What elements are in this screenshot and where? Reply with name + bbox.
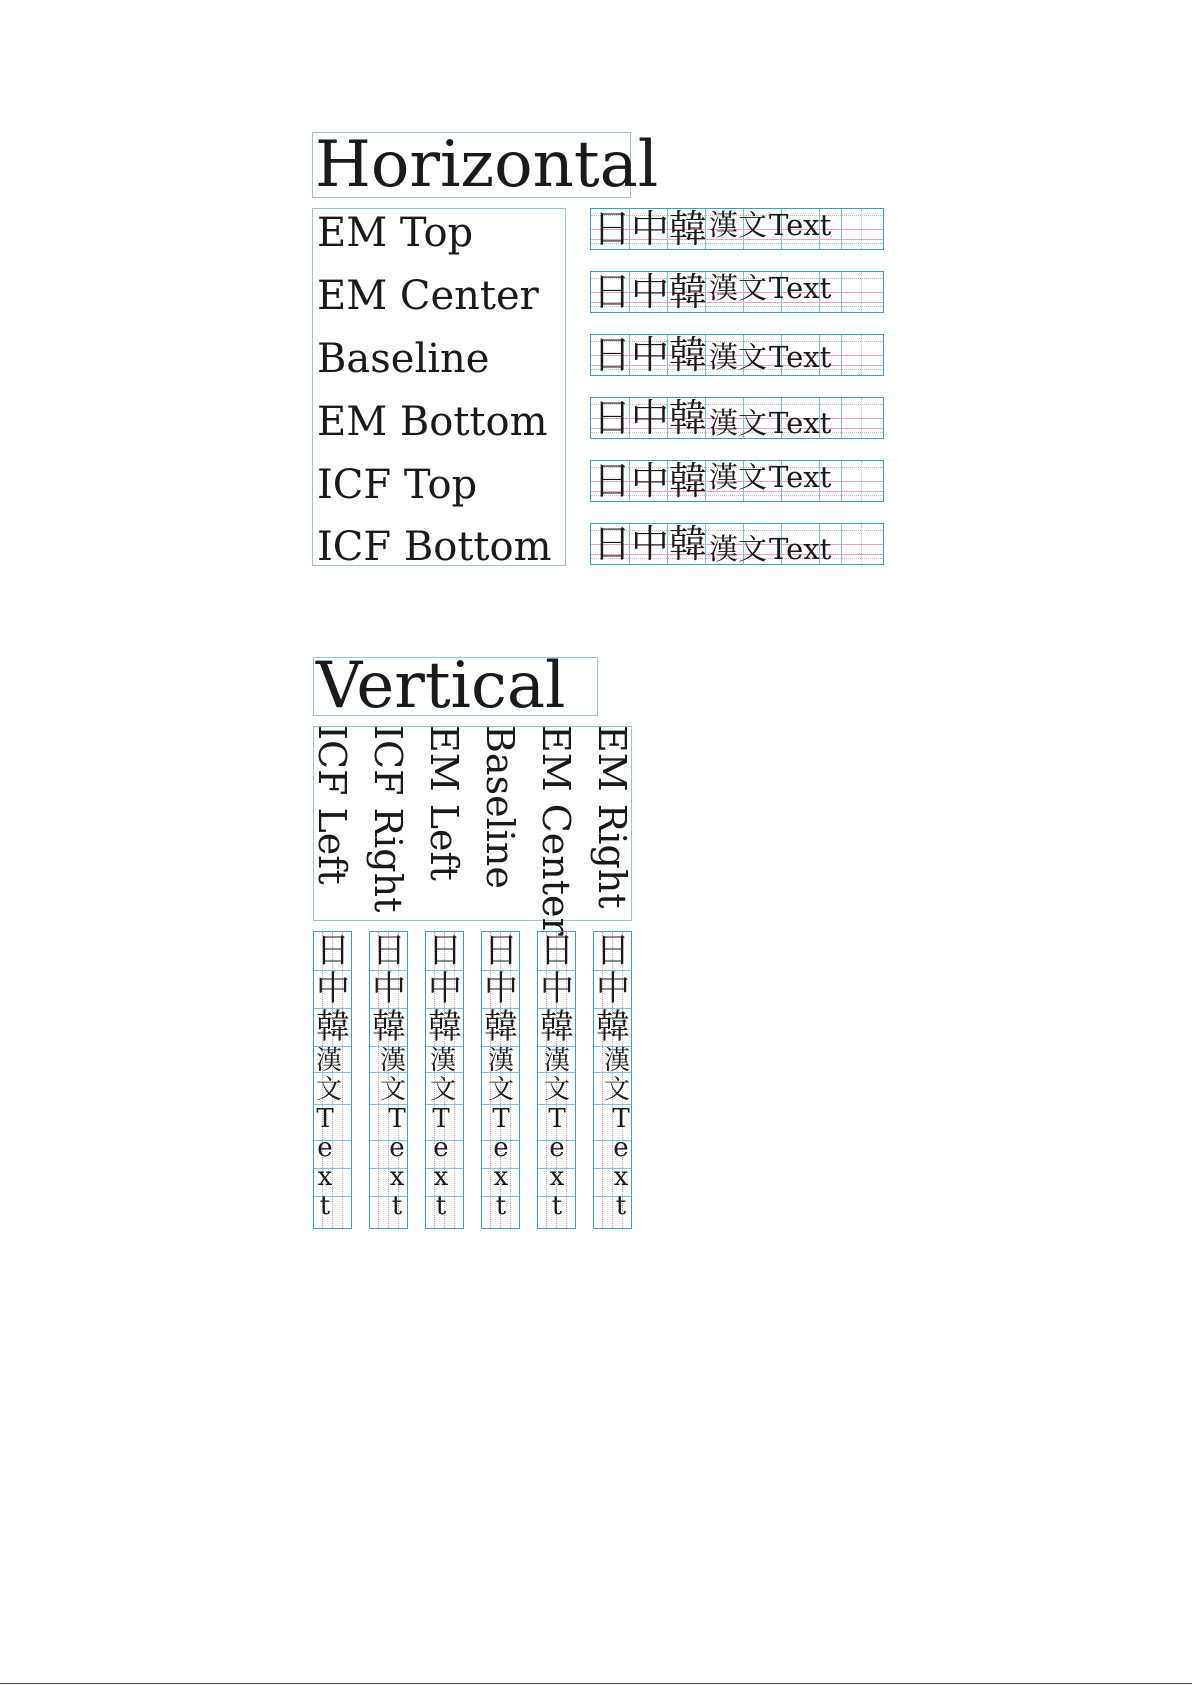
sample-cjk-large: 日中韓: [593, 397, 708, 439]
sample-latin: Text: [769, 460, 832, 494]
sample-text-vertical: [595, 931, 631, 1222]
sample-latin: Text: [769, 406, 832, 439]
sample-cjk-small-char: 漢: [603, 1046, 630, 1076]
sample-latin-char: x: [317, 1162, 333, 1192]
sample-cjk-small-char: 漢: [315, 1046, 342, 1076]
label-baseline: Baseline: [317, 336, 490, 382]
vertical-title: Vertical: [316, 649, 566, 723]
vertical-sample-box: [537, 931, 576, 1229]
vertical-sample-box: [481, 931, 520, 1229]
sample-cjk-large-char: 中: [316, 969, 350, 1009]
sample-text-vertical: [371, 931, 407, 1222]
label-icf-bottom: ICF Bottom: [317, 524, 552, 570]
horizontal-sample-box: [590, 334, 884, 376]
sample-cjk-small: 漢文: [709, 271, 768, 305]
sample-latin-char: e: [433, 1133, 449, 1163]
sample-latin-char: e: [317, 1133, 333, 1163]
horizontal-sample-box: [590, 523, 884, 565]
label-em-center-vertical: EM Center: [534, 725, 578, 936]
sample-latin-char: T: [492, 1104, 510, 1134]
sample-latin-char: e: [493, 1133, 509, 1163]
label-icf-top: ICF Top: [317, 462, 478, 508]
sample-cjk-large-char: 韓: [540, 1007, 574, 1047]
horizontal-sample-box: [590, 397, 884, 439]
sample-text-vertical: [315, 931, 351, 1222]
vertical-sample-box: [313, 931, 352, 1229]
vertical-labels-box: [310, 725, 632, 921]
sample-latin-char: t: [435, 1191, 447, 1221]
sample-cjk-small-char: 文: [429, 1075, 456, 1105]
sample-cjk-large: 日中韓: [593, 460, 708, 502]
sample-cjk-large-char: 韓: [316, 1007, 350, 1047]
sample-latin: Text: [769, 340, 832, 374]
sample-cjk-large: 日中韓: [593, 271, 708, 313]
sample-latin: Text: [769, 532, 832, 565]
sample-cjk-small-char: 漢: [429, 1046, 456, 1076]
sample-cjk-large-char: 中: [596, 969, 630, 1009]
sample-cjk-small-char: 文: [379, 1075, 406, 1105]
horizontal-labels-box: [312, 208, 566, 570]
horizontal-title: Horizontal: [315, 128, 659, 202]
horizontal-sample-box: [590, 271, 884, 313]
sample-latin-char: x: [549, 1162, 565, 1192]
label-em-center: EM Center: [317, 273, 539, 319]
vertical-sample-box: [425, 931, 464, 1229]
sample-latin-char: x: [613, 1162, 629, 1192]
sample-cjk-large-char: 韓: [372, 1007, 406, 1047]
sample-latin-char: e: [549, 1133, 565, 1163]
sample-cjk-large-char: 中: [540, 969, 574, 1009]
label-vertical-baseline: Baseline: [478, 725, 522, 889]
label-em-top: EM Top: [317, 210, 474, 256]
sample-latin-char: t: [319, 1191, 331, 1221]
sample-cjk-large-char: 韓: [596, 1007, 630, 1047]
sample-cjk-large-char: 日: [596, 931, 630, 971]
sample-cjk-large-char: 韓: [428, 1007, 462, 1047]
sample-latin-char: T: [432, 1104, 450, 1134]
horizontal-title-box: [312, 128, 659, 202]
sample-cjk-small: 漢文: [709, 460, 768, 494]
sample-cjk-large-char: 日: [316, 931, 350, 971]
sample-cjk-small: 漢文: [709, 208, 768, 242]
sample-cjk-small-char: 漢: [487, 1046, 514, 1076]
sample-cjk-small: 漢文: [709, 532, 768, 565]
sample-latin-char: e: [389, 1133, 405, 1163]
sample-latin-char: T: [548, 1104, 566, 1134]
sample-latin-char: x: [389, 1162, 405, 1192]
sample-cjk-small: 漢文: [709, 406, 768, 439]
sample-latin: Text: [769, 208, 832, 242]
sample-cjk-small-char: 漢: [379, 1046, 406, 1076]
sample-cjk-small-char: 文: [315, 1075, 342, 1105]
sample-latin-char: e: [613, 1133, 629, 1163]
label-icf-left: ICF Left: [310, 725, 354, 885]
sample-cjk-large-char: 中: [372, 969, 406, 1009]
sample-cjk-small-char: 文: [487, 1075, 514, 1105]
vertical-sample-box: [369, 931, 408, 1229]
sample-latin-char: T: [388, 1104, 406, 1134]
label-em-left: EM Left: [422, 725, 466, 881]
sample-latin-char: T: [612, 1104, 630, 1134]
label-em-right: EM Right: [590, 725, 634, 909]
sample-cjk-small-char: 文: [603, 1075, 630, 1105]
sample-cjk-large: 日中韓: [593, 334, 708, 376]
sample-latin-char: t: [495, 1191, 507, 1221]
sample-text-vertical: [539, 931, 575, 1222]
sample-cjk-large-char: 中: [428, 969, 462, 1009]
sample-cjk-small-char: 漢: [543, 1046, 570, 1076]
sample-cjk-large: 日中韓: [593, 523, 708, 565]
sample-cjk-large-char: 中: [484, 969, 518, 1009]
page-bottom-rule: [0, 1683, 1192, 1684]
vertical-sample-box: [593, 931, 632, 1229]
sample-latin-char: x: [433, 1162, 449, 1192]
sample-text-vertical: [427, 931, 463, 1222]
sample-cjk-large-char: 日: [484, 931, 518, 971]
sample-cjk-large-char: 日: [372, 931, 406, 971]
label-em-bottom: EM Bottom: [317, 399, 548, 445]
sample-latin-char: x: [493, 1162, 509, 1192]
vertical-title-box: [313, 649, 598, 723]
horizontal-sample-box: [590, 460, 884, 502]
sample-latin-char: t: [615, 1191, 627, 1221]
sample-cjk-large-char: 日: [428, 931, 462, 971]
sample-cjk-large-char: 日: [540, 931, 574, 971]
sample-cjk-small-char: 文: [543, 1075, 570, 1105]
label-icf-right: ICF Right: [366, 725, 410, 913]
sample-latin: Text: [769, 271, 832, 305]
sample-latin-char: t: [391, 1191, 403, 1221]
sample-latin-char: T: [316, 1104, 334, 1134]
horizontal-sample-box: [590, 208, 884, 250]
sample-cjk-small: 漢文: [709, 340, 768, 374]
sample-cjk-large-char: 韓: [484, 1007, 518, 1047]
sample-cjk-large: 日中韓: [593, 208, 708, 250]
sample-text-vertical: [483, 931, 519, 1222]
sample-latin-char: t: [551, 1191, 563, 1221]
